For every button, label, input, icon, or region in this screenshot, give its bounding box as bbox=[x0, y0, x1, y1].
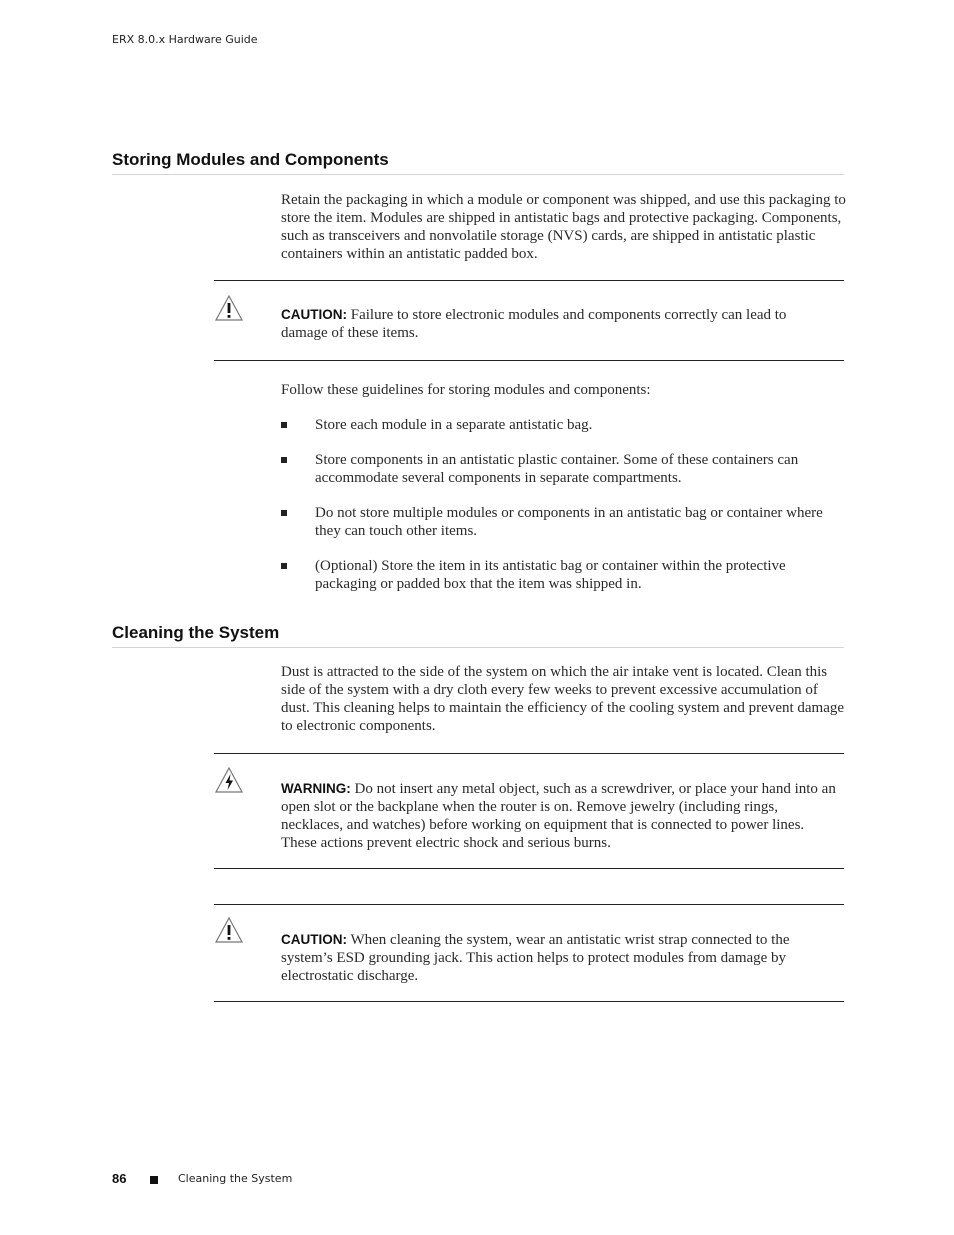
warning-body: Do not insert any metal object, such as a screwdriver, or place your hand into an open slot or the backplane when the router is on. Remove jewelry (including rings, necklaces, and watches) before working on equipment that is connected to power lines. These actions prevent electric shock and serious burns. bbox=[281, 781, 836, 851]
warning-lightning-icon bbox=[214, 766, 244, 794]
warning-notice bbox=[214, 753, 844, 869]
list-item-text: Do not store multiple modules or components in an antistatic bag or container where they can touch other items. bbox=[315, 505, 823, 539]
page-number: 86 bbox=[112, 1171, 127, 1186]
footer-section-title: Cleaning the System bbox=[178, 1172, 293, 1185]
bullet-square-icon bbox=[281, 510, 287, 516]
caution-text bbox=[281, 931, 836, 985]
running-header: ERX 8.0.x Hardware Guide bbox=[112, 33, 258, 46]
caution-body: When cleaning the system, wear an antistatic wrist strap connected to the system’s ESD grounding jack. This action helps to protect modules from damage by electrostatic discharge. bbox=[281, 932, 790, 984]
caution-body: Failure to store electronic modules and components correctly can lead to damage of these items. bbox=[281, 307, 787, 341]
footer-square-icon bbox=[150, 1176, 158, 1184]
storing-intro-paragraph: Retain the packaging in which a module or component was shipped, and use this packaging to store the item. Modules are shipped in antistatic bags and protective packaging. Components, such as transceivers and nonvolatile storage (NVS) cards, are shipped in antistatic plastic containers within an antistatic padded box. bbox=[281, 192, 846, 262]
caution-exclamation-icon bbox=[214, 294, 244, 322]
caution-notice-cleaning bbox=[214, 904, 844, 1002]
caution-notice-storing bbox=[214, 280, 844, 361]
guidelines-intro: Follow these guidelines for storing modules and components: bbox=[281, 382, 651, 398]
cleaning-intro-paragraph: Dust is attracted to the side of the system on which the air intake vent is located. Clean this side of the system with a dry cloth every few weeks to prevent excessive accumulation of dust. This cleaning helps to maintain the efficiency of the cooling system and prevent damage to electronic components. bbox=[281, 664, 845, 734]
warning-label: WARNING: bbox=[281, 781, 351, 796]
bullet-square-icon bbox=[281, 422, 287, 428]
section-heading-storing: Storing Modules and Components bbox=[112, 150, 844, 175]
section-heading-cleaning: Cleaning the System bbox=[112, 623, 844, 648]
caution-label: CAUTION: bbox=[281, 932, 347, 947]
bullet-square-icon bbox=[281, 563, 287, 569]
caution-label: CAUTION: bbox=[281, 307, 347, 322]
bullet-square-icon bbox=[281, 457, 287, 463]
caution-text bbox=[281, 306, 836, 342]
list-item-text: Store components in an antistatic plastic container. Some of these containers can accommodate several components in separate compartments. bbox=[315, 452, 799, 486]
caution-exclamation-icon bbox=[214, 916, 244, 944]
list-item-text: (Optional) Store the item in its antistatic bag or container within the protective packaging or padded box that the item was shipped in. bbox=[315, 558, 786, 592]
list-item-text: Store each module in a separate antistatic bag. bbox=[315, 417, 593, 433]
warning-text bbox=[281, 780, 836, 852]
